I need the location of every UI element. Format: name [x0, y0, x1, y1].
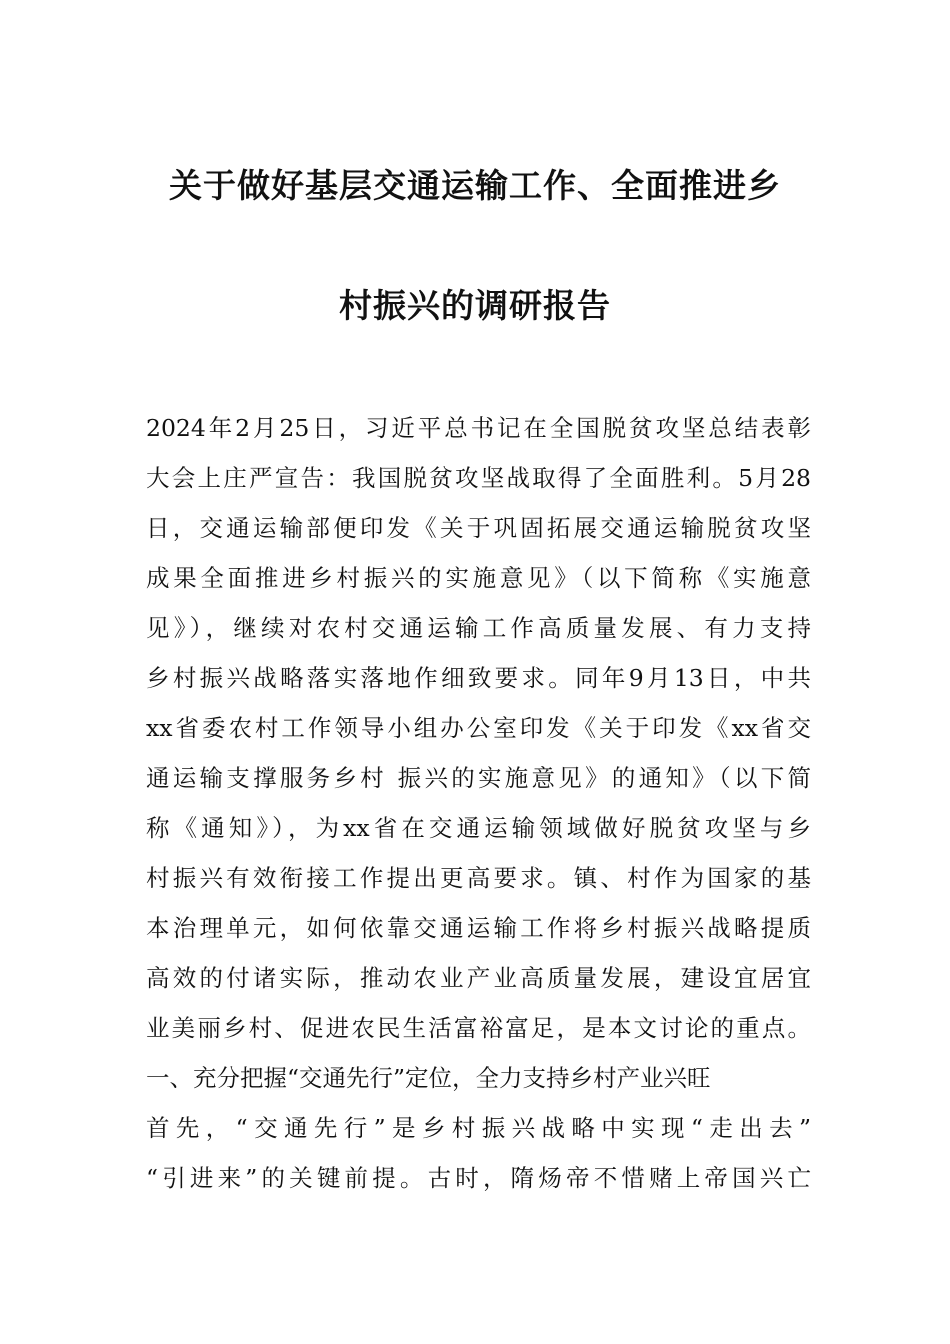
body-line: 首先，“交通先行”是乡村振兴战略中实现“走出去” [146, 1114, 811, 1142]
body-line: 成果全面推进乡村振兴的实施意见》（以下简称《实施意 [146, 564, 811, 592]
body-line: 大会上庄严宣告：我国脱贫攻坚战取得了全面胜利。5月28 [146, 464, 811, 492]
body-line: 本治理单元，如何依靠交通运输工作将乡村振兴战略提质 [146, 914, 811, 942]
document-title-line-2: 村振兴的调研报告 [339, 286, 611, 325]
body-line: 2024年2月25日，习近平总书记在全国脱贫攻坚总结表彰 [146, 414, 811, 442]
document-title-line-1: 关于做好基层交通运输工作、全面推进乡 [169, 166, 781, 205]
document-body [146, 408, 811, 1208]
body-line: xx省委农村工作领导小组办公室印发《关于印发《xx省交 [146, 714, 811, 742]
body-line: 通运输支撑服务乡村 振兴的实施意见》的通知》（以下简 [146, 764, 811, 792]
body-line: 称《通知》），为xx省在交通运输领域做好脱贫攻坚与乡 [146, 814, 811, 842]
body-line: 高效的付诸实际，推动农业产业高质量发展，建设宜居宜 [146, 964, 811, 992]
body-line: “引进来”的关键前提。古时，隋炀帝不惜赌上帝国兴亡 [146, 1164, 811, 1192]
body-line: 业美丽乡村、促进农民生活富裕富足，是本文讨论的重点。 [146, 1014, 811, 1042]
body-line: 乡村振兴战略落实落地作细致要求。同年9月13日，中共 [146, 664, 811, 692]
body-line: 日，交通运输部便印发《关于巩固拓展交通运输脱贫攻坚 [146, 514, 811, 542]
section-heading: 一、充分把握“交通先行”定位，全力支持乡村产业兴旺 [146, 1064, 711, 1092]
body-line: 见》），继续对农村交通运输工作高质量发展、有力支持 [146, 614, 811, 642]
body-line: 村振兴有效衔接工作提出更高要求。镇、村作为国家的基 [146, 864, 811, 892]
